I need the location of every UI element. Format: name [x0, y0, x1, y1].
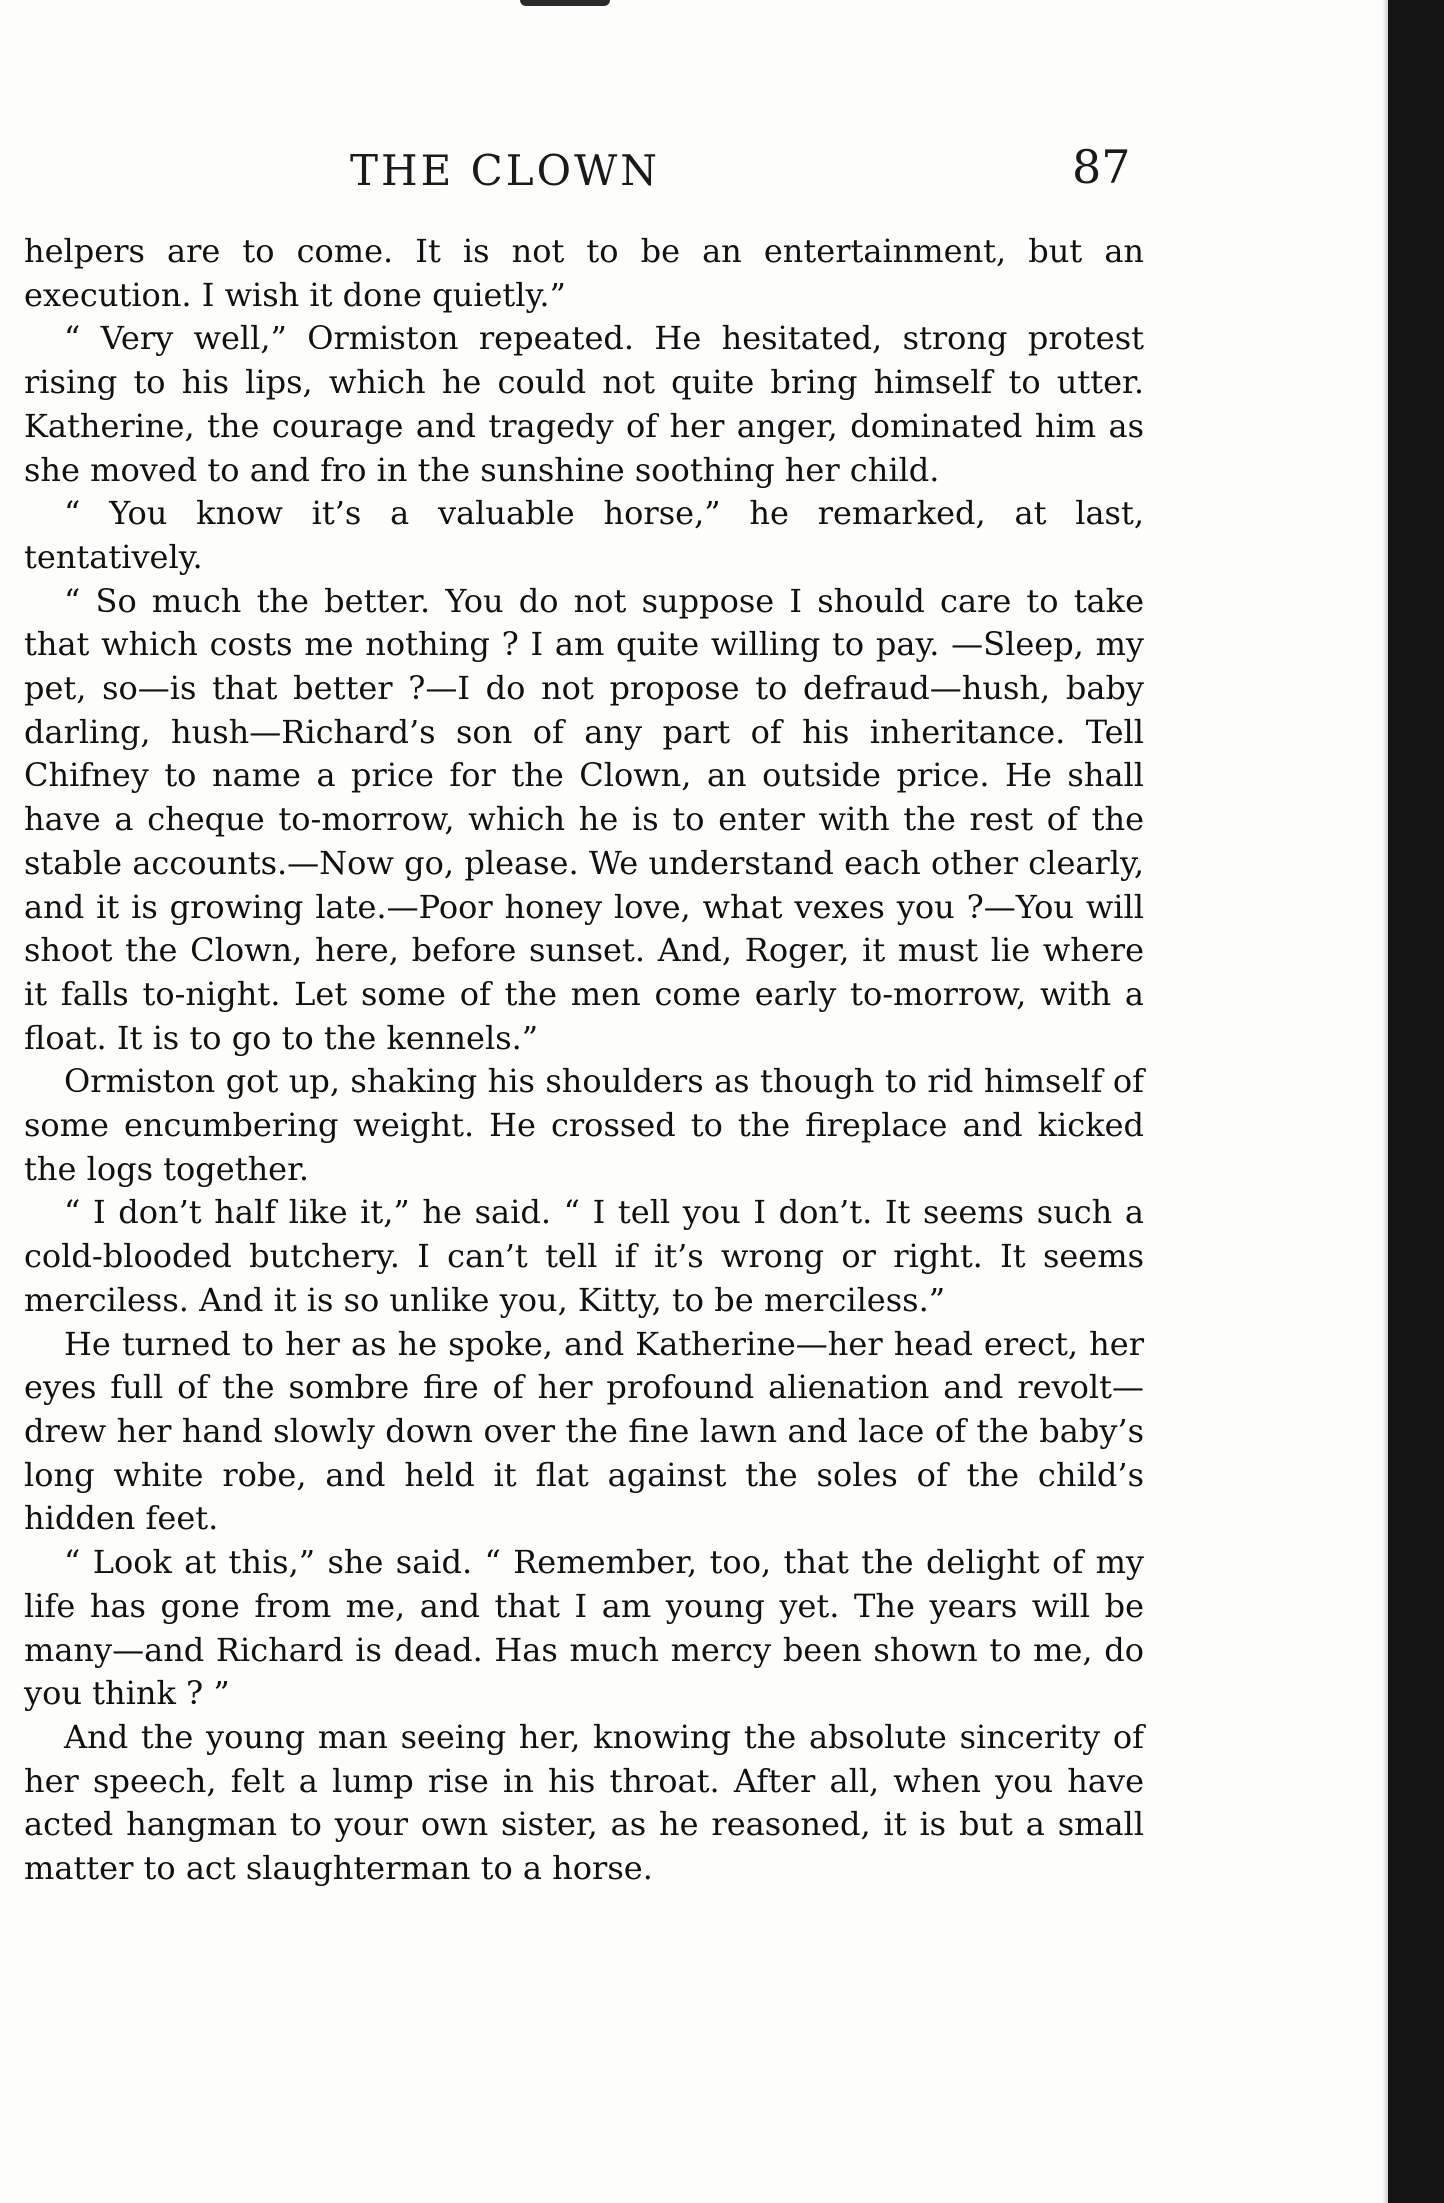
paragraph: helpers are to come. It is not to be an entertainment, but an execution. I wish it done quietly.” [24, 232, 1144, 314]
paragraph: “ Very well,” Ormiston repeated. He hesitated, strong protest rising to his lips, which he could not quite bring himself to utter. Katherine, the courage and tragedy of her anger, dominated him as she moved to and fro in the sunshine soothing her child. [24, 319, 1144, 489]
paragraph: He turned to her as he spoke, and Katherine—her head erect, her eyes full of the sombre fire of her profound alienation and revolt—drew her hand slowly down over the fine lawn and lace of the baby’s long white robe, and held it flat against the soles of the child’s hidden feet. [24, 1324, 1144, 1538]
paragraph: “ I don’t half like it,” he said. “ I tell you I don’t. It seems such a cold-blooded butchery. I can’t tell if it’s wrong or right. It seems merciless. And it is so unlike you, Kitty, to be merciless.” [24, 1193, 1144, 1319]
paragraph: Ormiston got up, shaking his shoulders as though to rid himself of some encumbering weight. He crossed to the fireplace and kicked the logs together. [24, 1062, 1144, 1188]
paragraph: “ You know it’s a valuable horse,” he remarked, at last, tentatively. [24, 494, 1144, 576]
paragraph: “ Look at this,” she said. “ Remember, too, that the delight of my life has gone from me, and that I am young yet. The years will be many—and Richard is dead. Has much mercy been shown to me, do you think ? ” [24, 1543, 1144, 1713]
body-text [24, 230, 1144, 1891]
paragraph: And the young man seeing her, knowing the absolute sincerity of her speech, felt a lump rise in his throat. After all, when you have acted hangman to your own sister, as he reasoned, it is but a small matter to act slaughterman to a horse. [24, 1717, 1144, 1888]
scan-artifact-mark [520, 0, 610, 6]
running-title: THE CLOWN [349, 146, 661, 195]
page-header [0, 140, 1160, 200]
paragraph: “ So much the better. You do not suppose I should care to take that which costs me nothing ? I am quite willing to pay. —Sleep, my pet, so—is that better ?—I do not propose to defraud—hush, baby darling, hush—Richard’s son of any part of his inheritance. Tell Chifney to name a price for the Clown, an outside price. He shall have a cheque to-morrow, which he is to enter with the rest of the stable accounts.—Now go, please. We understand each other clearly, and it is growing late.—Poor honey love, what vexes you ?—You will shoot the Clown, here, before sunset. And, Roger, it must lie where it falls to-night. Let some of the men come early to-morrow, with a float. It is to go to the kennels.” [24, 581, 1144, 1057]
scan-border [1388, 0, 1444, 2203]
page-number: 87 [1072, 140, 1131, 194]
